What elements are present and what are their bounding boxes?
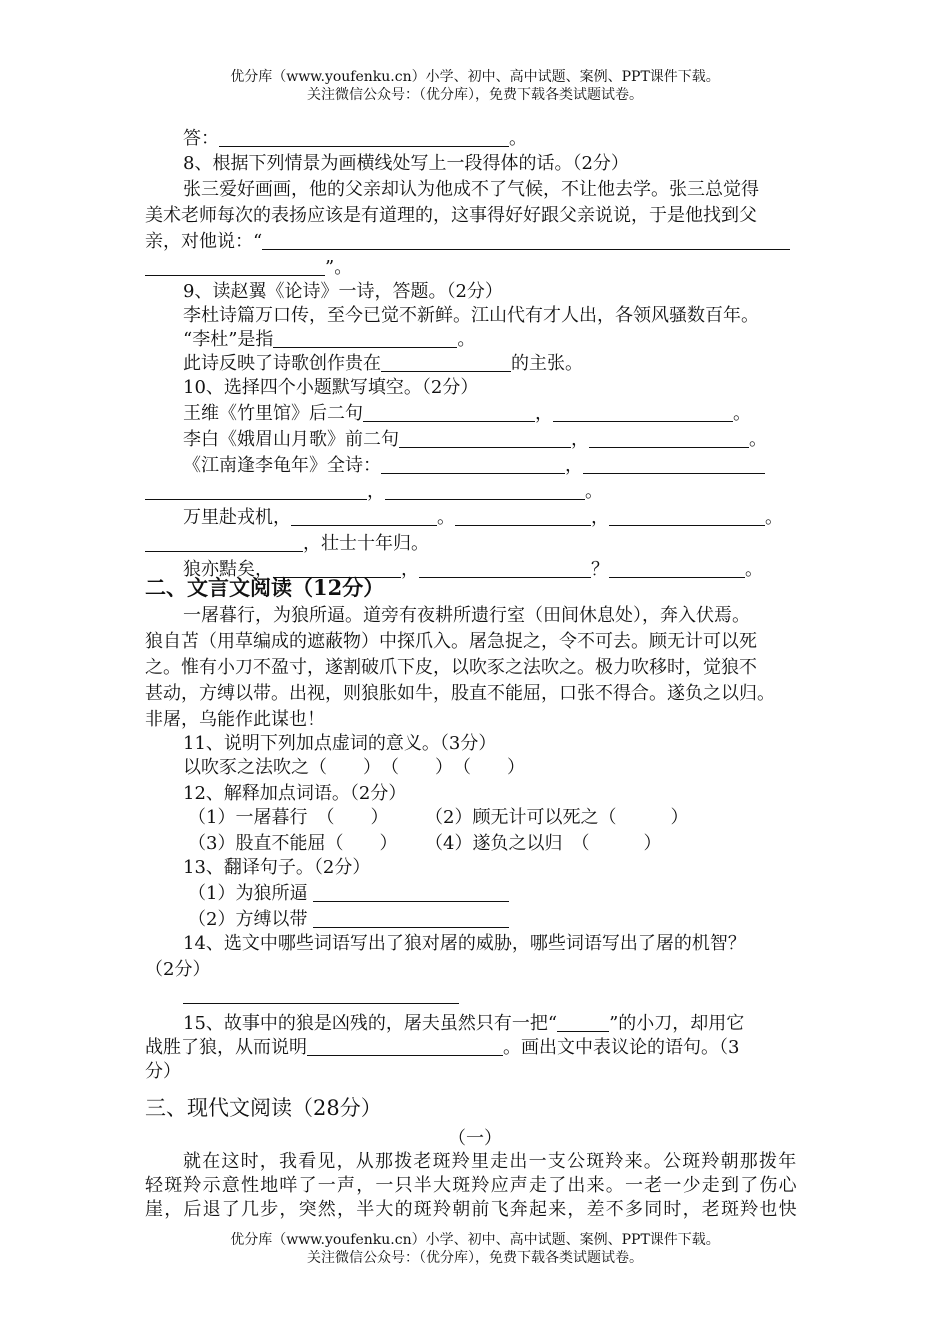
q10-b-blank-2[interactable] <box>589 429 749 448</box>
sec3-para-1: 就在这时，我看见，从那拨老斑羚里走出一支公斑羚来。公斑羚朝那拨年 <box>183 1151 798 1172</box>
q13-blank-1[interactable] <box>313 883 509 902</box>
sec2-para-2: 狼自苫（用草编成的遮蔽物）中探爪入。屠急捉之，令不可去。顾无计可以死 <box>145 631 757 652</box>
q10-f-blank-3[interactable] <box>609 559 745 578</box>
q14-answer <box>183 984 459 1008</box>
sec2-para-4: 甚动，方缚以带。出视，则狼胀如牛，股直不能屈，口张不得合。遂负之以归。 <box>145 683 775 704</box>
sec3-para-3: 崖，后退了几步，突然，半大的斑羚朝前飞奔起来，差不多同时，老斑羚也快 <box>145 1199 798 1220</box>
section-3-title: 三、现代文阅读（28分） <box>145 1096 382 1120</box>
q12-title: 12、解释加点词语。（2分） <box>183 783 407 804</box>
header-line-2: 关注微信公众号：（优分库），免费下载各类试题试卷。 <box>307 87 643 103</box>
q8-blank-1[interactable] <box>262 231 790 250</box>
sec3-para-2: 轻斑羚示意性地咩了一声，一只半大斑羚应声走了出来。一老一少走到了伤心 <box>145 1175 798 1196</box>
q10-title: 10、选择四个小题默写填空。（2分） <box>183 377 479 398</box>
q10-item-c-cont: ， 。 <box>145 480 603 504</box>
q10-d-blank-2[interactable] <box>455 507 591 526</box>
q10-item-b: 李白《娥眉山月歌》前二句 ， 。 <box>183 429 767 450</box>
q10-item-c: 《江南逢李龟年》全诗： ， <box>183 454 765 478</box>
q10-item-f: 狼亦黠矣， ， ？ 。 <box>183 559 763 580</box>
sec2-para-5: 非屠，乌能作此谋也！ <box>145 709 325 730</box>
footer-line-2: 关注微信公众号：（优分库），免费下载各类试题试卷。 <box>307 1250 643 1266</box>
q14-blank[interactable] <box>183 985 459 1004</box>
q10-b-blank-1[interactable] <box>399 429 571 448</box>
q13-title: 13、翻译句子。（2分） <box>183 857 371 878</box>
q10-d-blank-1[interactable] <box>291 507 437 526</box>
q14-line-2: （2分） <box>145 959 211 980</box>
q9-blank-2[interactable] <box>381 353 511 372</box>
q10-a-blank-2[interactable] <box>553 403 733 422</box>
q8-para-3: 亲，对他说：“ <box>145 230 790 254</box>
q8-para-1: 张三爱好画画，他的父亲却认为他成不了气候，不让他去学。张三总觉得 <box>183 179 759 200</box>
q10-c-blank-3[interactable] <box>145 481 367 500</box>
q9-poem: 李杜诗篇万口传，至今已觉不新鲜。江山代有才人出，各领风骚数百年。 <box>183 305 759 326</box>
q15-line-2: 战胜了狼，从而说明 。画出文中表议论的语句。（3 <box>145 1037 740 1058</box>
q14-line-1: 14、选文中哪些词语写出了狼对屠的威胁，哪些词语写出了屠的机智？ <box>183 933 746 954</box>
q10-item-a: 王维《竹里馆》后二句 ， 。 <box>183 403 751 424</box>
q11-line: 以吹豕之法吹之（ ） （ ） （ ） <box>183 757 525 778</box>
q15-blank-1[interactable] <box>557 1013 609 1032</box>
q10-c-blank-1[interactable] <box>381 455 565 474</box>
q7-answer: 答： 。 <box>183 128 527 149</box>
q8-para-2: 美术老师每次的表扬应该是有道理的，这事得好好跟父亲说说，于是他找到父 <box>145 205 757 226</box>
q13-blank-2[interactable] <box>313 909 509 928</box>
q9-question-1: “李杜”是指 。 <box>183 329 476 350</box>
q13-item-2: （2）方缚以带 <box>188 908 509 932</box>
q7-answer-label: 答： <box>183 128 219 149</box>
q12-item-1: （1）一屠暮行 （ ） <box>188 807 389 828</box>
q10-e-blank[interactable] <box>145 533 303 552</box>
q13-item-1: （1）为狼所逼 <box>188 882 509 906</box>
q9-question-2: 此诗反映了诗歌创作贵在 的主张。 <box>183 353 583 374</box>
q15-line-3: 分） <box>145 1061 181 1082</box>
q10-d-blank-3[interactable] <box>609 507 765 526</box>
q8-blank-2[interactable] <box>145 257 325 276</box>
q12-item-4: （4）遂负之以归 （ ） <box>425 833 662 854</box>
q10-item-d: 万里赴戎机， 。 ， 。 <box>183 507 783 528</box>
q8-para-4: ”。 <box>145 256 352 280</box>
q11-title: 11、说明下列加点虚词的意义。（3分） <box>183 733 497 754</box>
q10-c-blank-4[interactable] <box>385 481 585 500</box>
sec2-para-1: 一屠暮行，为狼所逼。道旁有夜耕所遗行室（田间休息处），奔入伏焉。 <box>183 605 750 626</box>
q7-answer-blank[interactable] <box>219 128 509 147</box>
section-2-title: 二、文言文阅读（12分） <box>145 575 385 600</box>
q10-c-blank-2[interactable] <box>583 455 765 474</box>
footer-line-1: 优分库（www.youfenku.cn）小学、初中、高中试题、案例、PPT课件下载。 <box>230 1232 720 1248</box>
sec3-subtitle: （一） <box>448 1128 502 1149</box>
q8-title: 8、根据下列情景为画横线处写上一段得体的话。（2分） <box>183 153 629 174</box>
q9-blank-1[interactable] <box>273 329 457 348</box>
header-line-1: 优分库（www.youfenku.cn）小学、初中、高中试题、案例、PPT课件下载。 <box>230 69 720 85</box>
q9-title: 9、读赵翼《论诗》一诗，答题。（2分） <box>183 281 503 302</box>
q10-f-blank-2[interactable] <box>419 559 591 578</box>
q15-line-1: 15、故事中的狼是凶残的，屠夫虽然只有一把“ ”的小刀，却用它 <box>183 1013 745 1034</box>
q10-item-e: ，壮士十年归。 <box>145 532 429 556</box>
q15-blank-2[interactable] <box>307 1037 503 1056</box>
q12-item-3: （3）股直不能屈（ ） <box>188 833 398 854</box>
q12-item-2: （2）顾无计可以死之（ ） <box>425 807 689 828</box>
q10-a-blank-1[interactable] <box>363 403 535 422</box>
sec2-para-3: 之。惟有小刀不盈寸，遂割破爪下皮，以吹豕之法吹之。极力吹移时，觉狼不 <box>145 657 757 678</box>
